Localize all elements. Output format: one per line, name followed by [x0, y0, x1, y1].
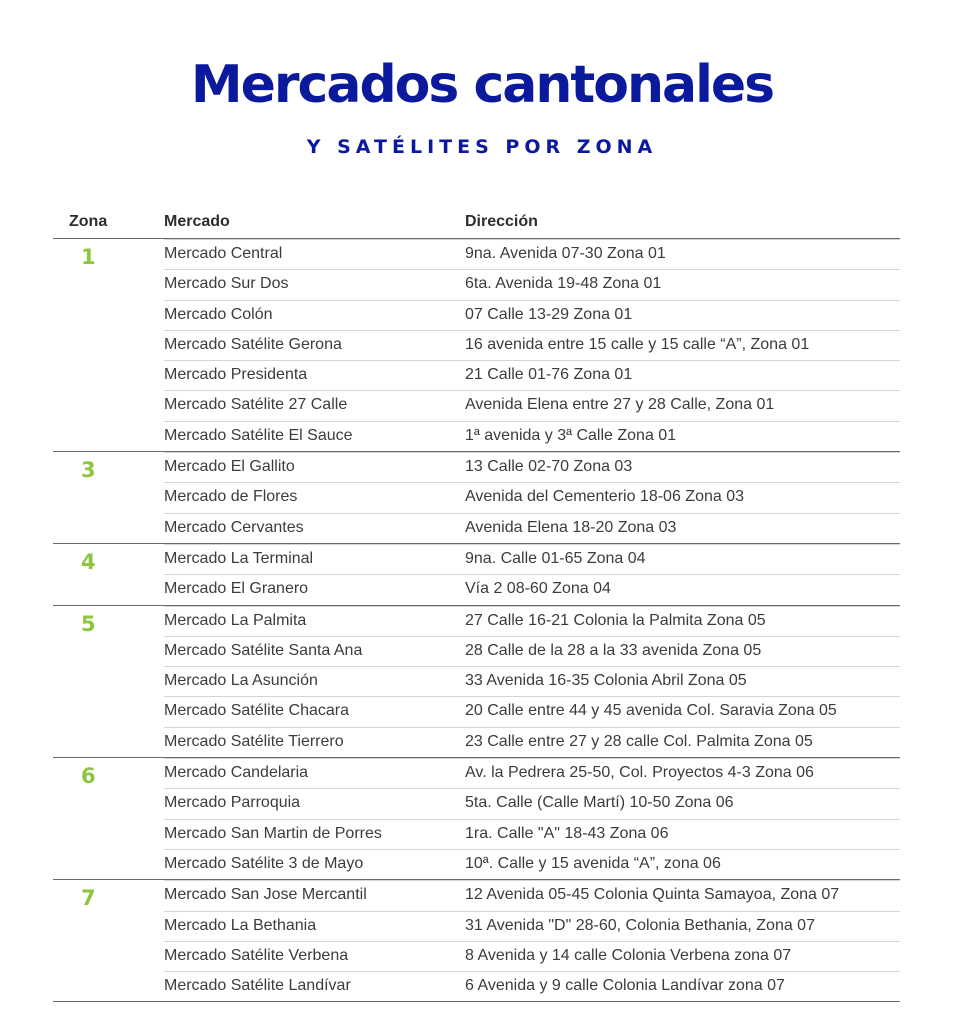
market-name: Mercado El Granero	[164, 580, 309, 598]
market-address: 1ª avenida y 3ª Calle Zona 01	[465, 426, 677, 444]
zone-number: 4	[81, 549, 96, 574]
zone-group	[53, 758, 900, 880]
table-row	[164, 849, 900, 879]
market-address: 16 avenida entre 15 calle y 15 calle “A”, Zona 01	[465, 335, 810, 353]
market-address: 07 Calle 13-29 Zona 01	[465, 305, 633, 323]
market-address: Avenida Elena 18-20 Zona 03	[465, 518, 677, 536]
market-name: Mercado Presidenta	[164, 366, 308, 384]
market-address: 23 Calle entre 27 y 28 calle Col. Palmita Zona 05	[465, 732, 813, 750]
market-address: Avenida del Cementerio 18-06 Zona 03	[465, 488, 744, 506]
market-address: Avenida Elena entre 27 y 28 Calle, Zona 01	[465, 396, 775, 414]
market-address: 27 Calle 16-21 Colonia la Palmita Zona 05	[465, 611, 766, 629]
table-row	[164, 330, 900, 360]
market-name: Mercado La Palmita	[164, 611, 307, 629]
header-direccion: Dirección	[465, 213, 538, 230]
table-row	[164, 239, 900, 269]
market-name: Mercado Parroquia	[164, 794, 301, 812]
market-address: 33 Avenida 16-35 Colonia Abril Zona 05	[465, 672, 747, 690]
table-header	[53, 208, 900, 239]
table-row	[164, 636, 900, 666]
zone-number: 1	[81, 245, 96, 269]
zone-group	[53, 606, 900, 758]
zone-number: 5	[81, 611, 96, 636]
header-mercado: Mercado	[164, 213, 230, 230]
table-row	[164, 788, 900, 818]
market-name: Mercado Cervantes	[164, 518, 304, 536]
table-row	[164, 300, 900, 330]
market-address: 20 Calle entre 44 y 45 avenida Col. Saravia Zona 05	[465, 702, 837, 720]
market-name: Mercado San Jose Mercantil	[164, 886, 367, 904]
table-row	[164, 421, 900, 451]
table-row	[164, 452, 900, 482]
market-name: Mercado Candelaria	[164, 764, 309, 782]
table-row	[164, 544, 900, 574]
market-address: 1ra. Calle "A" 18-43 Zona 06	[465, 824, 669, 842]
market-name: Mercado Satélite Landívar	[164, 977, 351, 995]
market-address: 10ª. Calle y 15 avenida “A”, zona 06	[465, 854, 721, 872]
market-address: Av. la Pedrera 25-50, Col. Proyectos 4-3 Zona 06	[465, 764, 814, 782]
market-name: Mercado El Gallito	[164, 458, 295, 476]
zone-group	[53, 880, 900, 1002]
market-address: 13 Calle 02-70 Zona 03	[465, 458, 633, 476]
zone-group	[53, 452, 900, 544]
market-address: 21 Calle 01-76 Zona 01	[465, 366, 633, 384]
market-address: 31 Avenida "D" 28-60, Colonia Bethania, Zona 07	[465, 916, 815, 934]
market-address: 5ta. Calle (Calle Martí) 10-50 Zona 06	[465, 794, 734, 812]
table-row	[164, 513, 900, 543]
market-address: 12 Avenida 05-45 Colonia Quinta Samayoa, Zona 07	[465, 886, 840, 904]
table-body	[53, 239, 900, 1002]
markets-table	[53, 208, 900, 1002]
table-row	[164, 880, 900, 910]
table-row	[164, 911, 900, 941]
page-subtitle: Y SATÉLITES POR ZONA	[306, 136, 658, 158]
table-row	[164, 758, 900, 788]
market-name: Mercado de Flores	[164, 488, 298, 506]
market-name: Mercado Satélite Santa Ana	[164, 641, 363, 659]
market-address: 9na. Calle 01-65 Zona 04	[465, 549, 646, 567]
market-name: Mercado La Asunción	[164, 672, 318, 690]
zone-group	[53, 544, 900, 606]
market-address: 6 Avenida y 9 calle Colonia Landívar zona 07	[465, 977, 785, 995]
zone-number: 3	[81, 458, 96, 483]
market-address: 8 Avenida y 14 calle Colonia Verbena zona 07	[465, 946, 792, 964]
market-address: Vía 2 08-60 Zona 04	[465, 580, 611, 598]
market-name: Mercado Satélite Gerona	[164, 335, 342, 353]
table-row	[164, 666, 900, 696]
market-name: Mercado Colón	[164, 305, 273, 323]
market-name: Mercado Satélite Chacara	[164, 702, 349, 720]
market-name: Mercado Satélite Tierrero	[164, 732, 344, 750]
table-row	[164, 696, 900, 726]
market-name: Mercado San Martin de Porres	[164, 824, 382, 842]
market-name: Mercado Satélite 3 de Mayo	[164, 854, 364, 872]
table-row	[164, 574, 900, 604]
market-name: Mercado Sur Dos	[164, 275, 289, 293]
market-name: Mercado La Terminal	[164, 549, 314, 567]
table-row	[164, 269, 900, 299]
table-row	[164, 390, 900, 420]
table-row	[164, 971, 900, 1001]
market-name: Mercado Satélite 27 Calle	[164, 396, 348, 414]
market-name: Mercado Central	[164, 245, 283, 262]
table-row	[164, 727, 900, 757]
table-row	[164, 606, 900, 636]
zone-group	[53, 239, 900, 452]
market-address: 9na. Avenida 07-30 Zona 01	[465, 245, 666, 262]
table-row	[164, 819, 900, 849]
table-row	[164, 482, 900, 512]
header-zona: Zona	[69, 213, 108, 230]
zone-number: 7	[81, 886, 96, 911]
market-address: 28 Calle de la 28 a la 33 avenida Zona 05	[465, 641, 762, 659]
table-row	[164, 941, 900, 971]
market-name: Mercado La Bethania	[164, 916, 317, 934]
market-name: Mercado Satélite Verbena	[164, 946, 349, 964]
zone-number: 6	[81, 764, 96, 789]
page-title: Mercados cantonales	[190, 55, 774, 115]
market-name: Mercado Satélite El Sauce	[164, 426, 353, 444]
table-row	[164, 360, 900, 390]
market-address: 6ta. Avenida 19-48 Zona 01	[465, 275, 662, 293]
